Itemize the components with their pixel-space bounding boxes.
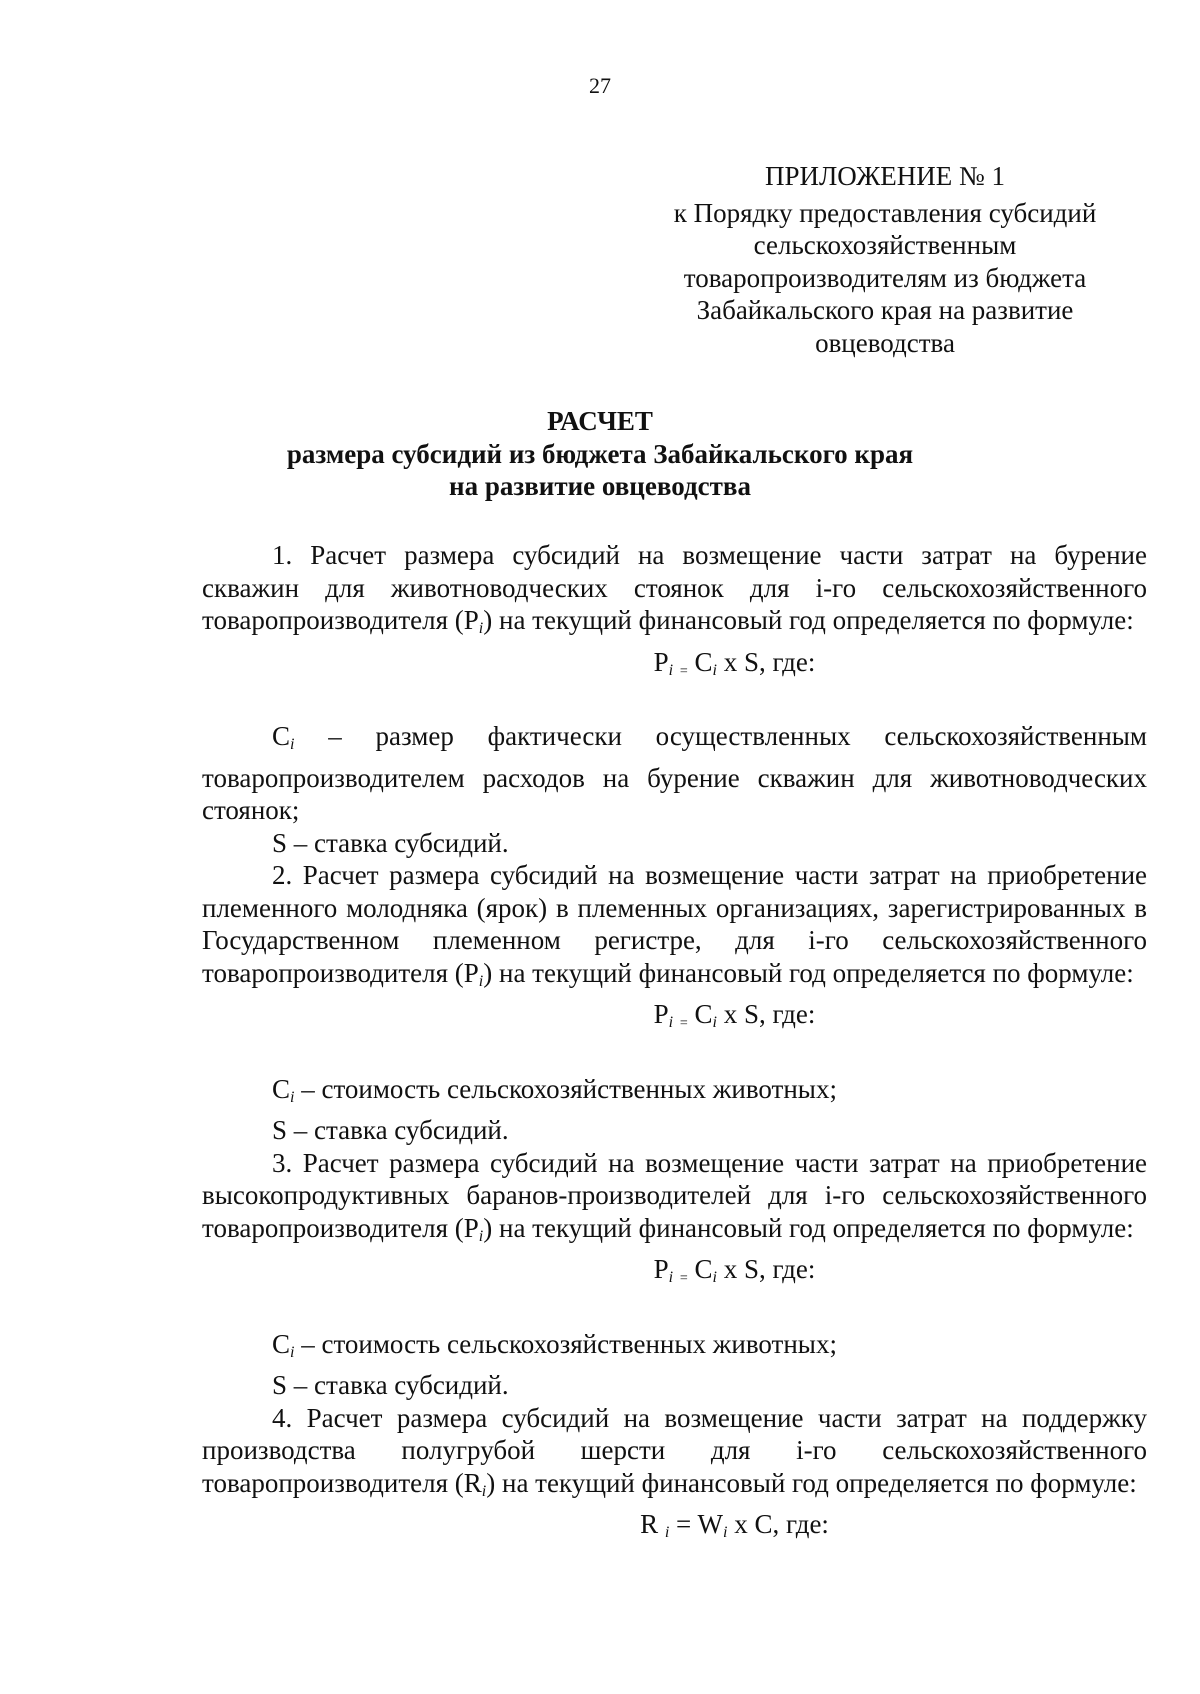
section-2-text-b: ) на текущий финансовый год определяется по формуле: <box>483 957 1134 988</box>
formula-mid: C <box>694 1254 713 1284</box>
def-symbol: C <box>272 1073 291 1104</box>
section-1-formula <box>202 646 1147 689</box>
subscript-i: i <box>712 1014 717 1031</box>
section-3-text-a: 3. Расчет размера субсидий на возмещение части затрат на приобретение высокопродуктивных баранов-производителей для i-го сельскохозяйственного товаропроизводителя (P <box>202 1147 1147 1243</box>
subscript-i: i <box>668 1014 674 1031</box>
section-3-text-b: ) на текущий финансовый год определяется по формуле: <box>483 1212 1134 1243</box>
formula-rhs: x C, где: <box>727 1509 829 1539</box>
section-1-paragraph <box>202 539 1147 646</box>
section-2-formula <box>202 998 1147 1041</box>
document-heading <box>100 405 1100 503</box>
formula-lhs: P <box>653 1254 669 1284</box>
subscript-i: i <box>290 1343 295 1361</box>
heading-title: РАСЧЕТ <box>547 406 653 436</box>
section-2-def-s: S – ставка субсидий. <box>272 1115 509 1145</box>
section-4-text-a: 4. Расчет размера субсидий на возмещение части затрат на поддержку производства полугрубой шерсти для i-го сельскохозяйственного товаропроизводителя (R <box>202 1402 1147 1498</box>
section-1-text-b: ) на текущий финансовый год определяется по формуле: <box>483 605 1134 635</box>
subscript-i: i <box>478 620 484 637</box>
def-text: – стоимость сельскохозяйственных животных; <box>294 1073 837 1104</box>
formula-mid: C <box>694 999 713 1029</box>
page-number: 27 <box>589 73 611 98</box>
appendix-title: ПРИЛОЖЕНИЕ № 1 <box>764 161 1006 191</box>
formula-mid: C <box>694 646 713 677</box>
formula-rhs: x S, где: <box>716 1254 816 1284</box>
formula-eq: = W <box>669 1509 724 1539</box>
section-3-formula <box>202 1253 1147 1296</box>
def-text: – стоимость сельскохозяйственных животных; <box>294 1328 837 1359</box>
subscript-i: i <box>290 736 295 753</box>
section-3-paragraph <box>202 1147 1147 1254</box>
subscript-i: i <box>478 972 484 990</box>
subscript-i: i <box>290 1088 295 1106</box>
def-text: – размер фактически осуществленных сельскохозяйственным товаропроизводителем расходов на бурение скважин для животноводческих стоянок; <box>202 721 1147 825</box>
section-4-paragraph <box>202 1402 1147 1509</box>
section-2-text-a: 2. Расчет размера субсидий на возмещение части затрат на приобретение племенного молодняка (ярок) в племенных организациях, зарегистрированных в Государственном племенном регистре, для i-го сельскохозяйственного товаропроизводителя (P <box>202 860 1147 988</box>
formula-lhs: R <box>640 1509 665 1539</box>
spacer <box>202 1041 1147 1073</box>
heading-subtitle-1: размера субсидий из бюджета Забайкальского края <box>286 438 914 469</box>
formula-lhs: P <box>653 999 669 1029</box>
subscript-i: i <box>723 1524 728 1541</box>
heading-subtitle-2: на развитие овцеводства <box>449 471 751 501</box>
def-symbol: C <box>272 1328 291 1359</box>
subscript-i: i <box>664 1524 670 1541</box>
spacer <box>202 688 1147 720</box>
section-1-text-a: 1. Расчет размера субсидий на возмещение части затрат на бурение скважин для животноводческих стоянок для i-го сельскохозяйственного товаропроизводителя (P <box>202 540 1147 635</box>
subscript-i: i <box>668 1269 674 1286</box>
formula-lhs: P <box>653 646 669 677</box>
appendix-text: к Порядку предоставления субсидий сельскохозяйственным товаропроизводителям из бюджета Забайкальского края на развитие овцеводства <box>673 197 1097 358</box>
subscript-i: i <box>668 661 674 679</box>
section-4-text-b: ) на текущий финансовый год определяется по формуле: <box>486 1467 1137 1498</box>
formula-eq: = <box>679 1271 688 1286</box>
appendix-block <box>640 160 1130 359</box>
formula-eq: = <box>679 1016 688 1031</box>
section-2-paragraph <box>202 859 1147 998</box>
spacer <box>202 1296 1147 1328</box>
def-symbol: C <box>272 721 291 751</box>
section-1-def-c <box>202 720 1147 827</box>
formula-rhs: x S, где: <box>716 999 816 1029</box>
section-4-formula <box>202 1508 1147 1550</box>
subscript-i: i <box>712 661 717 679</box>
section-3-def-c <box>202 1328 1147 1370</box>
subscript-i: i <box>481 1482 487 1500</box>
subscript-i: i <box>478 1227 484 1245</box>
section-1-def-s: S – ставка субсидий. <box>272 827 509 858</box>
document-body <box>202 539 1147 1550</box>
subscript-i: i <box>712 1269 717 1286</box>
section-3-def-s: S – ставка субсидий. <box>272 1370 509 1400</box>
section-2-def-c <box>202 1073 1147 1115</box>
formula-rhs: x S, где: <box>716 646 816 677</box>
formula-eq: = <box>679 663 688 679</box>
